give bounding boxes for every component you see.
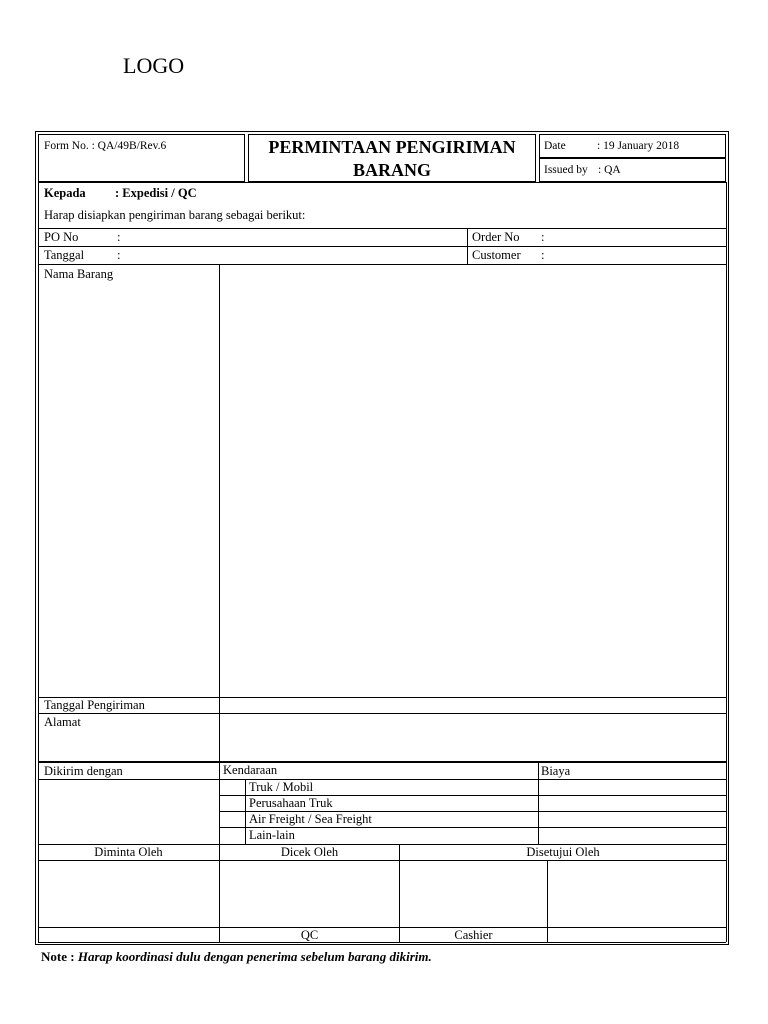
divider <box>467 228 468 264</box>
divider <box>538 763 539 844</box>
divider <box>38 761 726 763</box>
kepada-value: : Expedisi / QC <box>115 186 197 200</box>
divider <box>38 713 726 714</box>
order-no-colon: : <box>541 230 545 244</box>
customer-colon: : <box>541 248 545 262</box>
alamat-label: Alamat <box>44 715 81 729</box>
dikirim-dengan-label: Dikirim dengan <box>44 764 123 778</box>
divider <box>38 927 726 928</box>
divider <box>219 827 726 828</box>
divider <box>38 264 726 265</box>
tanggal-colon: : <box>117 248 121 262</box>
po-no-label: PO No <box>44 230 79 244</box>
cashier-label: Cashier <box>454 928 493 942</box>
footer-note <box>41 950 432 963</box>
form-frame <box>35 131 729 945</box>
qc-label: QC <box>300 928 319 942</box>
option-perusahaan-truk: Perusahaan Truk <box>249 796 333 810</box>
form-title-line2: BARANG <box>352 160 431 180</box>
divider <box>38 182 726 183</box>
divider <box>38 182 39 942</box>
issued-by-label: Issued by <box>544 164 588 176</box>
form-number: Form No. : QA/49B/Rev.6 <box>44 140 167 152</box>
logo-placeholder: LOGO <box>123 53 185 78</box>
po-no-colon: : <box>117 230 121 244</box>
order-no-label: Order No <box>472 230 520 244</box>
divider <box>547 860 548 942</box>
option-truk-mobil: Truk / Mobil <box>249 780 314 794</box>
divider <box>726 182 727 942</box>
tanggal-label: Tanggal <box>44 248 85 262</box>
divider <box>399 844 400 942</box>
diminta-oleh-label: Diminta Oleh <box>94 845 163 859</box>
date-value: : 19 January 2018 <box>597 140 680 152</box>
disetujui-oleh-label: Disetujui Oleh <box>526 845 600 859</box>
divider <box>219 844 220 942</box>
issued-by-value: : QA <box>598 164 621 176</box>
divider <box>219 264 220 761</box>
tanggal-pengiriman-label: Tanggal Pengiriman <box>44 698 145 712</box>
date-label: Date <box>544 140 566 152</box>
kendaraan-label: Kendaraan <box>223 763 278 777</box>
option-lain-lain: Lain-lain <box>249 828 295 842</box>
divider <box>38 942 726 943</box>
kepada-label: Kepada <box>44 186 86 200</box>
note-text: Harap koordinasi dulu dengan penerima sebelum barang dikirim. <box>77 949 432 964</box>
divider <box>38 228 726 229</box>
divider <box>38 860 726 861</box>
customer-label: Customer <box>472 248 521 262</box>
note-label: Note : <box>41 949 75 964</box>
form-title-line1: PERMINTAAN PENGIRIMAN <box>268 137 516 157</box>
option-air-sea-freight: Air Freight / Sea Freight <box>249 812 372 826</box>
instruction-text: Harap disiapkan pengiriman barang sebagai berikut: <box>44 208 306 222</box>
biaya-label: Biaya <box>541 764 571 778</box>
divider <box>38 246 726 247</box>
nama-barang-label: Nama Barang <box>44 267 114 281</box>
dicek-oleh-label: Dicek Oleh <box>280 845 339 859</box>
divider <box>38 779 220 780</box>
divider <box>219 763 220 844</box>
